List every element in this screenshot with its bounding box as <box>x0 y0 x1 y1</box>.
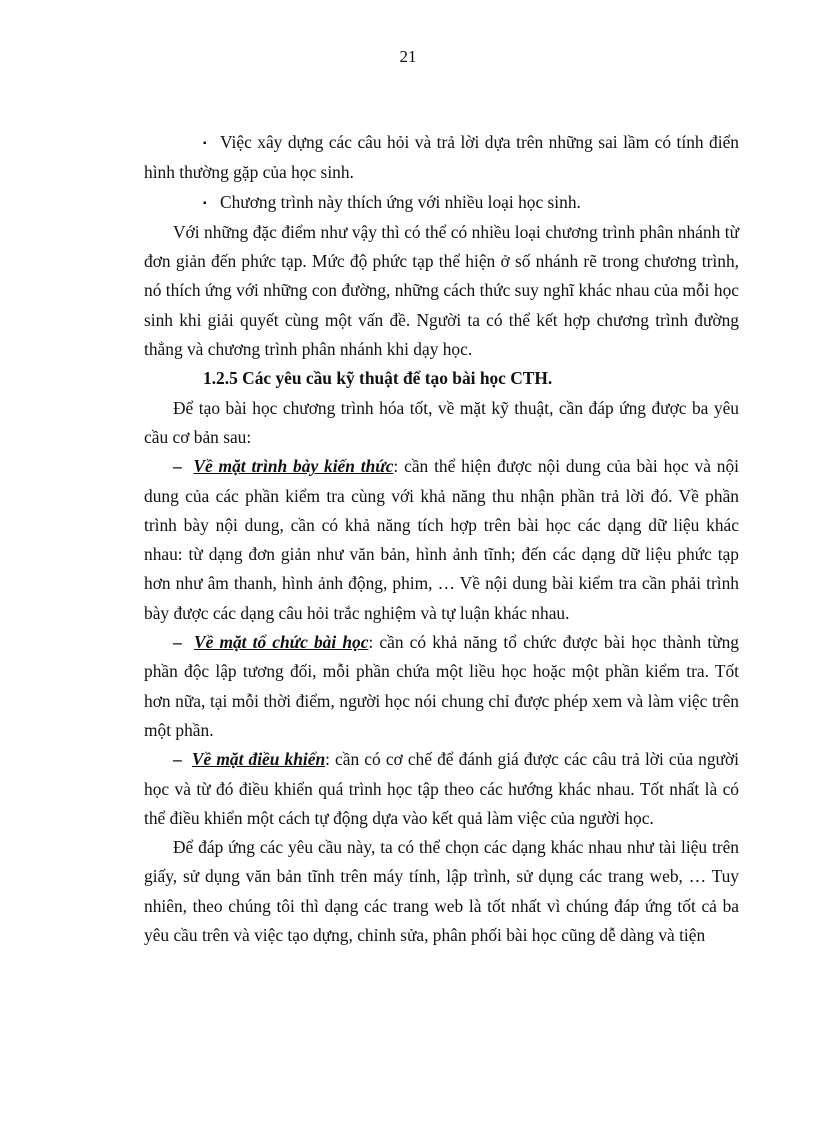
section-heading: 1.2.5 Các yêu cầu kỹ thuật để tạo bài học CTH. <box>203 368 553 389</box>
square-bullet-icon: ▪ <box>203 197 207 209</box>
square-bullet-icon: ▪ <box>203 138 207 149</box>
requirement-text: : cần có cơ chế để đánh giá được các câu trả lời của người học và từ đó điều khiển quá trình học tập theo các hướng khác nhau. Tốt nhất là có thể điều khiển một cách tự động dựa vào kết quả làm việc của người học. <box>144 749 739 828</box>
paragraph: Để tạo bài học chương trình hóa tốt, về mặt kỹ thuật, cần đáp ứng được ba yêu cầu cơ bản sau: <box>144 397 739 447</box>
requirement-title: Về mặt điều khiển <box>191 749 326 770</box>
dash-marker: – <box>173 749 182 770</box>
bullet-text: Việc xây dựng các câu hỏi và trả lời dựa trên những sai lầm có tính điển hình thường gặp của học sinh. <box>144 132 739 183</box>
bullet-item <box>144 188 739 218</box>
requirement-text: : cần thể hiện được nội dung của bài học và nội dung của các phần kiểm tra cùng với khả năng thu nhận phần trả lời đó. Về phần trình bày nội dung, cần có khả năng tích hợp trên bài học các dạng dữ liệu khác nhau: từ dạng đơn giản như văn bản, hình ảnh tĩnh; đến các dạng dữ liệu phức tạp hơn như âm thanh, hình ảnh động, phim, … Về nội dung bài kiểm tra cần phải trình bày được các dạng câu hỏi trắc nghiệm và tự luận khác nhau. <box>144 456 739 623</box>
dash-marker: – <box>173 632 182 653</box>
requirement-title: Về mặt tổ chức bài học <box>193 632 369 653</box>
requirement-item <box>144 745 739 833</box>
paragraph: Với những đặc điểm như vậy thì có thể có nhiều loại chương trình phân nhánh từ đơn giản đến phức tạp. Mức độ phức tạp thể hiện ở số nhánh rẽ trong chương trình, nó thích ứng với những con đường, những cách thức suy nghĩ khác nhau của mỗi học sinh khi giải quyết cùng một vấn đề. Người ta có thể kết hợp chương trình đường thẳng và chương trình phân nhánh khi dạy học. <box>144 221 739 360</box>
page-number: 21 <box>399 47 417 66</box>
requirement-item <box>144 628 739 745</box>
requirement-text: : cần có khả năng tổ chức được bài học thành từng phần độc lập tương đối, mỗi phần chứa một liều học hoặc một phần kiểm tra. Tốt hơn nữa, tại mỗi thời điểm, người học nói chung chỉ được phép xem và làm việc trên một phần. <box>144 632 739 740</box>
dash-marker: – <box>173 456 182 477</box>
document-body <box>144 128 739 950</box>
paragraph: Để đáp ứng các yêu cầu này, ta có thể chọn các dạng khác nhau như tài liệu trên giấy, sử dụng văn bản tĩnh trên máy tính, lập trình, sử dụng các trang web, … Tuy nhiên, theo chúng tôi thì dạng các trang web là tốt nhất vì chúng đáp ứng tốt cả ba yêu cầu trên và việc tạo dựng, chỉnh sửa, phân phối bài học cũng dễ dàng và tiện <box>144 837 739 946</box>
bullet-text: Chương trình này thích ứng với nhiều loại học sinh. <box>220 191 581 212</box>
bullet-item <box>144 128 739 188</box>
requirement-title: Về mặt trình bày kiến thức <box>193 456 394 477</box>
requirement-item <box>144 452 739 628</box>
